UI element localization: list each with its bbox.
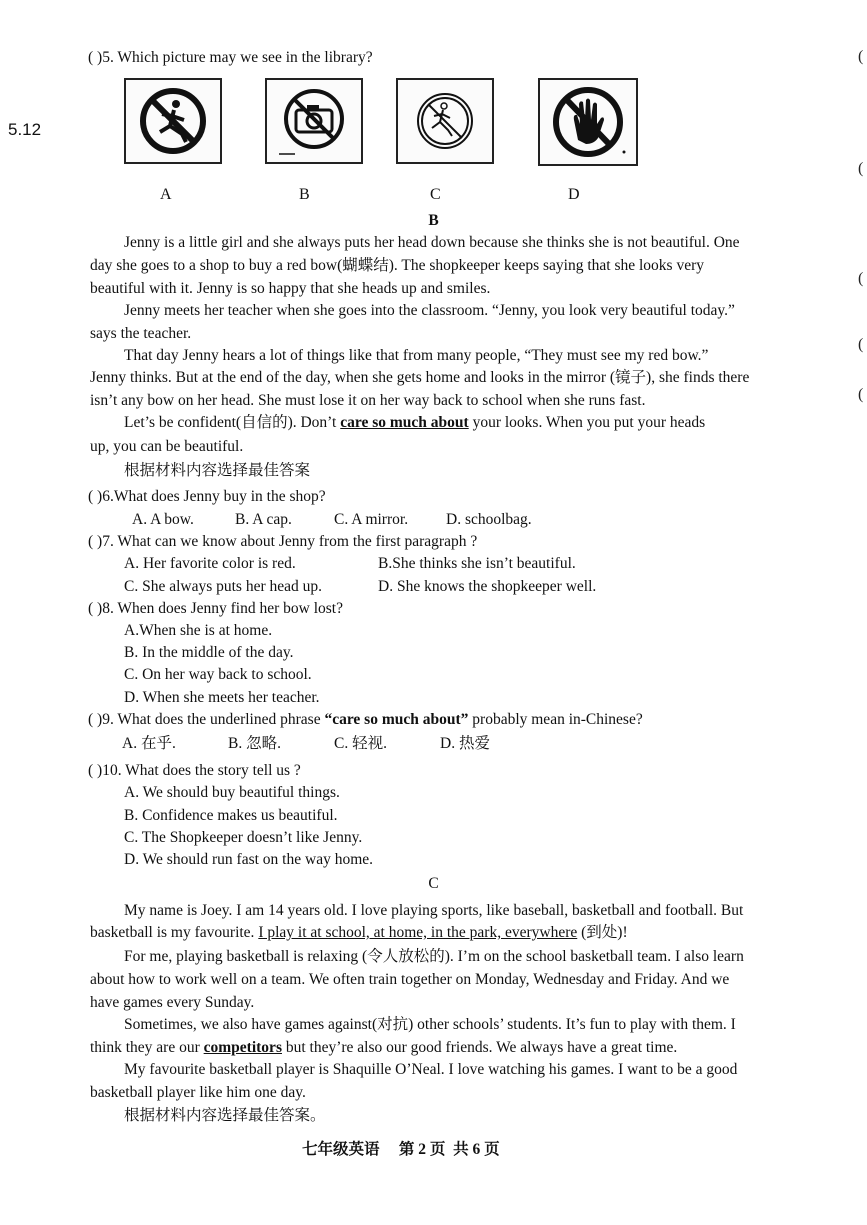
question-9-phrase: “care so much about”: [324, 711, 469, 728]
passage-c-line: Sometimes, we also have games against(对抗) other schools’ students. It’s fun to play with them. I: [124, 1016, 736, 1033]
right-margin-bracket: (: [858, 336, 864, 353]
question-9-text: ( )9. What does the underlined phrase: [88, 711, 325, 728]
option-a-label: A: [160, 186, 172, 203]
right-margin-bracket: (: [858, 270, 864, 287]
no-camera-sign-icon: [267, 80, 361, 162]
question-10-option-a[interactable]: A. We should buy beautiful things.: [124, 784, 340, 801]
passage-c-line-2: [90, 922, 628, 944]
passage-c-text: think they are our: [90, 1039, 204, 1056]
passage-b-text: your looks. When you put your heads: [468, 414, 706, 431]
question-6-option-b[interactable]: B. A cap.: [235, 511, 292, 528]
question-6-option-d[interactable]: D. schoolbag.: [446, 511, 532, 528]
question-6-option-c[interactable]: C. A mirror.: [334, 511, 409, 528]
passage-b-line: day she goes to a shop to buy a red bow(蝴蝶结). The shopkeeper keeps saying that she looks very: [90, 257, 704, 274]
question-8-stem: ( )8. When does Jenny find her bow lost?: [88, 600, 343, 617]
option-a-picture[interactable]: [124, 78, 222, 164]
passage-b-line: isn’t any bow on her head. She must lose it on her way back to school when she runs fast.: [90, 392, 646, 409]
passage-c-text: (到处)!: [577, 924, 628, 941]
no-walking-sign-icon: [398, 80, 492, 162]
passage-b-line: That day Jenny hears a lot of things like that from many people, “They must see my red bow.”: [124, 347, 709, 364]
passage-c-line-7: [90, 1037, 677, 1059]
passage-b-line: beautiful with it. Jenny is so happy that she heads up and smiles.: [90, 280, 491, 297]
passage-b-line: Jenny thinks. But at the end of the day, when she gets home and looks in the mirror (镜子), she finds there: [90, 369, 750, 386]
question-7-option-d[interactable]: D. She knows the shopkeeper well.: [378, 578, 597, 595]
question-9-option-b[interactable]: B. 忽略.: [228, 735, 281, 752]
passage-c-line: My name is Joey. I am 14 years old. I love playing sports, like baseball, basketball and football. But: [124, 902, 744, 919]
question-8-option-b[interactable]: B. In the middle of the day.: [124, 644, 294, 661]
passage-b-heading: B: [428, 212, 439, 229]
underlined-word: competitors: [203, 1039, 282, 1056]
passage-b-instruction: 根据材料内容选择最佳答案: [124, 462, 311, 479]
question-9-option-a[interactable]: A. 在乎.: [122, 735, 176, 752]
passage-c-heading: C: [428, 875, 439, 892]
question-10-stem: ( )10. What does the story tell us ?: [88, 762, 301, 779]
passage-c-line: basketball player like him one day.: [90, 1084, 306, 1101]
question-6-stem: ( )6.What does Jenny buy in the shop?: [88, 488, 326, 505]
question-9-text: probably mean in-Chinese?: [468, 711, 643, 728]
question-10-option-c[interactable]: C. The Shopkeeper doesn’t like Jenny.: [124, 829, 363, 846]
page-footer: 七年级英语 第 2 页 共 6 页: [302, 1141, 500, 1158]
no-running-sign-icon: [126, 80, 220, 162]
option-c-label: C: [430, 186, 441, 203]
underlined-phrase: care so much about: [340, 414, 469, 431]
passage-b-line: says the teacher.: [90, 325, 192, 342]
question-6-option-a[interactable]: A. A bow.: [132, 511, 194, 528]
question-7-option-b[interactable]: B.She thinks she isn’t beautiful.: [378, 555, 576, 572]
question-10-option-d[interactable]: D. We should run fast on the way home.: [124, 851, 374, 868]
passage-c-line: about how to work well on a team. We often train together on Monday, Wednesday and Friday. And we: [90, 971, 730, 988]
passage-c-instruction: 根据材料内容选择最佳答案。: [124, 1107, 326, 1124]
question-8-option-d[interactable]: D. When she meets her teacher.: [124, 689, 320, 706]
question-8-option-a[interactable]: A.When she is at home.: [124, 622, 273, 639]
option-b-picture[interactable]: [265, 78, 363, 164]
passage-c-text: basketball is my favourite.: [90, 924, 259, 941]
question-9-option-c[interactable]: C. 轻视.: [334, 735, 387, 752]
question-5-stem: ( )5. Which picture may we see in the library?: [88, 49, 373, 66]
passage-c-line: My favourite basketball player is Shaquille O’Neal. I love watching his games. I want to be a good: [124, 1061, 738, 1078]
right-margin-bracket: (: [858, 386, 864, 403]
question-7-option-c[interactable]: C. She always puts her head up.: [124, 578, 323, 595]
passage-b-line: Jenny is a little girl and she always puts her head down because she thinks she is not beautiful. One: [124, 234, 740, 251]
passage-b-line: up, you can be beautiful.: [90, 438, 244, 455]
question-9-option-d[interactable]: D. 热爱: [440, 735, 490, 752]
passage-c-line: have games every Sunday.: [90, 994, 255, 1011]
passage-b-line: Jenny meets her teacher when she goes into the classroom. “Jenny, you look very beautiful today.”: [124, 302, 735, 319]
question-7-stem: ( )7. What can we know about Jenny from the first paragraph ?: [88, 533, 478, 550]
right-margin-bracket: (: [858, 160, 864, 177]
option-c-picture[interactable]: [396, 78, 494, 164]
passage-b-last-paragraph: [124, 412, 705, 434]
passage-b-text: Let’s be confident(自信的). Don’t: [124, 414, 341, 431]
question-8-option-c[interactable]: C. On her way back to school.: [124, 666, 312, 683]
option-b-label: B: [299, 186, 310, 203]
question-10-option-b[interactable]: B. Confidence makes us beautiful.: [124, 807, 338, 824]
right-margin-bracket: (: [858, 48, 864, 65]
question-9-stem: [88, 709, 643, 731]
margin-date-note: 5.12: [8, 120, 42, 139]
option-d-label: D: [568, 186, 580, 203]
passage-c-line: For me, playing basketball is relaxing (令人放松的). I’m on the school basketball team. I also learn: [124, 948, 744, 965]
option-d-picture[interactable]: [538, 78, 638, 166]
passage-c-text: but they’re also our good friends. We always have a great time.: [281, 1039, 678, 1056]
underlined-sentence: I play it at school, at home, in the park, everywhere: [258, 924, 578, 941]
question-7-option-a[interactable]: A. Her favorite color is red.: [124, 555, 296, 572]
no-touching-sign-icon: [540, 80, 636, 164]
